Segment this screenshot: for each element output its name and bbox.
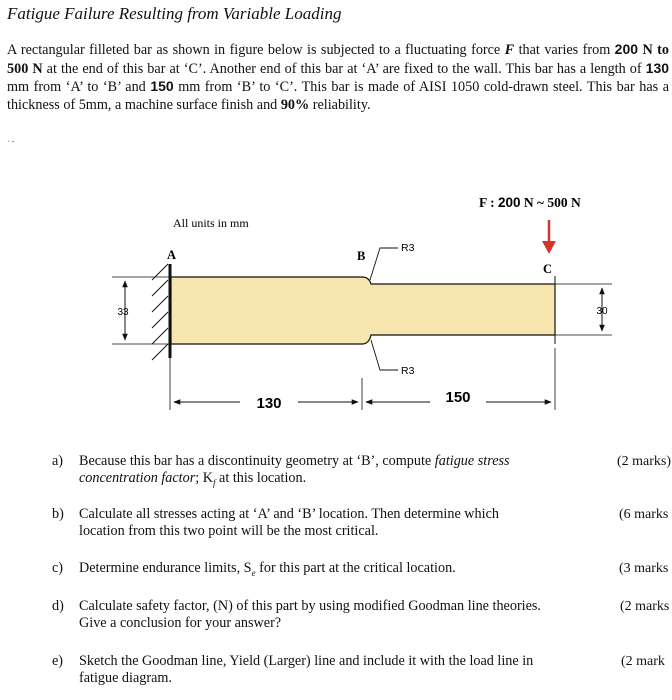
wall-hatching — [152, 264, 168, 360]
units-note: All units in mm — [173, 216, 249, 230]
stray-mark: · - — [7, 137, 15, 146]
height-right-label: 30 — [596, 306, 608, 317]
filleted-bar — [171, 277, 555, 344]
point-b-label: B — [357, 249, 366, 263]
point-c-label: C — [543, 262, 553, 276]
height-left-label: 33 — [117, 307, 129, 318]
problem-statement: A rectangular filleted bar as shown in figure below is subjected to a fluctuating force F that varies from 200 N to 500 N at the end of this bar at ‘C’. Another end of this bar at ‘A’ are fixed to the wall. This bar has a length of 130 mm from ‘A’ to ‘B’ and 150 mm from ‘B’ to ‘C’. This bar is made of AISI 1050 cold-drawn steel. This bar has a thickness of 5mm, a machine surface finish and 90% reliability. — [7, 41, 670, 113]
length-ab-label: 130 — [256, 395, 282, 412]
force-label: F : 200 N ~ 500 N — [479, 195, 581, 210]
fillet-bottom-label: R3 — [401, 365, 415, 377]
length-bc-label: 150 — [445, 389, 471, 406]
fillet-top-leader — [370, 248, 398, 280]
point-a-label: A — [167, 248, 177, 262]
fillet-top-label: R3 — [401, 242, 415, 254]
page-title: Fatigue Failure Resulting from Variable Loading — [7, 4, 342, 23]
force-arrow-icon — [542, 241, 556, 254]
fillet-bottom-leader — [371, 340, 398, 370]
